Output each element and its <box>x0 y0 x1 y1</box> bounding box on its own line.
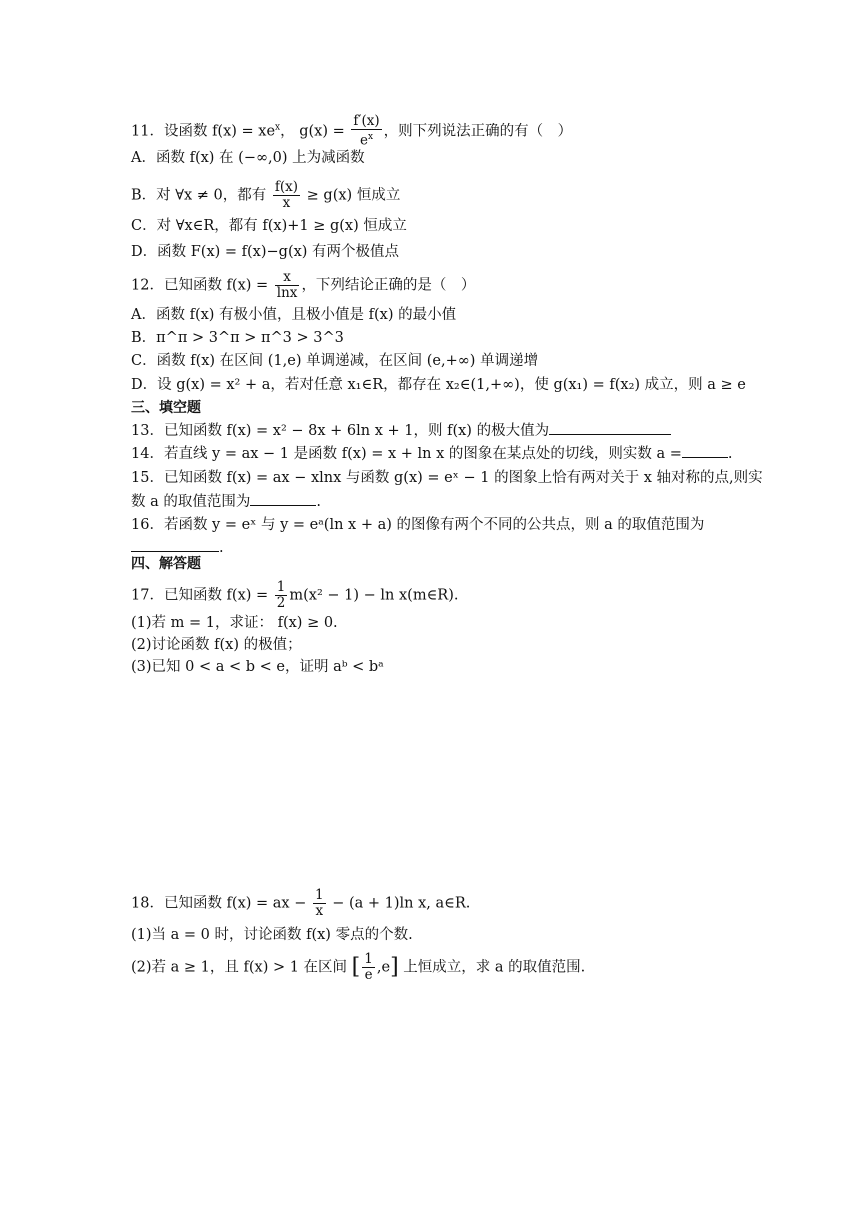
q12-option-c: C．函数 f(x) 在区间 (1,e) 单调递减，在区间 (e,+∞) 单调递增 <box>131 353 539 369</box>
q11-option-c: C．对 ∀x∈R，都有 f(x)+1 ≥ g(x) 恒成立 <box>131 218 407 234</box>
q15-line1: 15．已知函数 f(x) = ax − xlnx 与函数 g(x) = eˣ − 1 的图象上恰有两对关于 x 轴对称的点,则实 <box>131 470 763 486</box>
section-solutions-title: 四、解答题 <box>131 556 201 572</box>
answer-blank <box>682 443 728 458</box>
q16-line2: . <box>131 537 224 559</box>
q11-option-a: A．函数 f(x) 在 (−∞,0) 上为减函数 <box>131 150 365 166</box>
q12-stem: 12．已知函数 f(x) = $\frac{x}{\ln x}$ ，下列结论正确的是（ ） <box>131 269 476 301</box>
answer-blank <box>549 420 671 435</box>
q11-stem: 11．设函数 $f(x) = xe^x$， g(x) = $\frac{f'(x)}{e^x}$ ，则下列说法正确的有（ ） <box>131 113 573 149</box>
q17-part2: (2)讨论函数 f(x) 的极值； <box>131 637 302 653</box>
q12-option-b: B．π^π > 3^π > π^3 > 3^3 <box>131 330 344 346</box>
q18-part2: (2)若 a ≥ 1，且 f(x) > 1 在区间 [ $\frac{1}{e}$ ,e] 上恒成立，求 a 的取值范围. <box>131 951 586 983</box>
q13: 13．已知函数 f(x) = x² − 8x + 6ln x + 1，则 f(x) 的极大值为 <box>131 420 671 442</box>
section-fill-in-title: 三、填空题 <box>131 400 201 416</box>
q17-stem: 17．已知函数 f(x) = $\frac{1}{2}$ m(x² − 1) − ln x(m∈R). <box>131 579 459 611</box>
q11-option-b: B．对 ∀x ≠ 0，都有 $\frac{f(x)}{x}$ ≥ g(x) 恒成立 <box>131 179 401 211</box>
q11-option-d: D．函数 F(x) = f(x)−g(x) 有两个极值点 <box>131 244 400 260</box>
q18-part1: (1)当 a = 0 时，讨论函数 f(x) 零点的个数. <box>131 927 413 943</box>
q11-g-fraction: $\frac{f'(x)}{e^x}$ <box>353 113 380 149</box>
q14: 14．若直线 y = ax − 1 是函数 f(x) = x + ln x 的图象在某点处的切线，则实数 a = . <box>131 443 733 465</box>
q17-part1: (1)若 m = 1，求证： f(x) ≥ 0. <box>131 615 338 631</box>
q18-stem: 18．已知函数 f(x) = ax − $\frac{1}{x}$ − (a + 1)ln x, a∈R. <box>131 887 471 919</box>
answer-blank <box>250 491 316 506</box>
q16-line1: 16．若函数 y = eˣ 与 y = eᵃ(ln x + a) 的图像有两个不同的公共点，则 a 的取值范围为 <box>131 517 705 533</box>
q15-line2: 数 a 的取值范围为 . <box>131 491 321 513</box>
q12-option-d: D．设 g(x) = x² + a，若对任意 x₁∈R，都存在 x₂∈(1,+∞)，使 g(x₁) = f(x₂) 成立，则 a ≥ e <box>131 377 746 393</box>
q17-part3: (3)已知 0 < a < b < e，证明 aᵇ < bᵃ <box>131 659 384 675</box>
q12-option-a: A．函数 f(x) 有极小值，且极小值是 f(x) 的最小值 <box>131 307 457 323</box>
answer-blank <box>131 537 219 552</box>
